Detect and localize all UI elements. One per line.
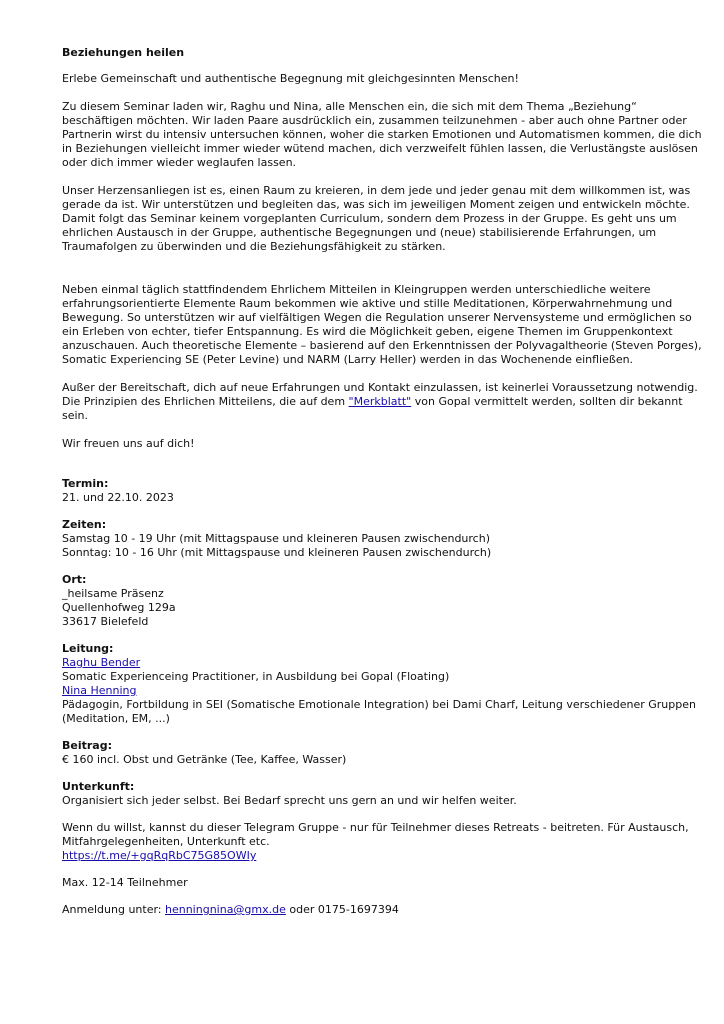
requirements-text-before: Außer der Bereitschaft, dich auf neue Erfahrungen und Kontakt einzulassen, ist keinerlei Voraussetzung notwendig. Die Prinzipien des Ehrlichen Mitteilens, die auf dem bbox=[62, 381, 698, 408]
leitung-section bbox=[62, 642, 702, 726]
registration-email-link[interactable]: henningnina@gmx.de bbox=[165, 903, 286, 916]
leiter2-description: Pädagogin, Fortbildung in SEI (Somatische Emotionale Integration) bei Dami Charf, Leitung verschiedener Gruppen (Meditation, EM, ...) bbox=[62, 698, 696, 725]
leiter1-link[interactable]: Raghu Bender bbox=[62, 656, 141, 669]
zeiten-sunday: Sonntag: 10 - 16 Uhr (mit Mittagspause und kleineren Pausen zwischendurch) bbox=[62, 546, 492, 559]
intro-text: Erlebe Gemeinschaft und authentische Begegnung mit gleichgesinnten Menschen! bbox=[62, 72, 519, 85]
document-page bbox=[62, 46, 702, 917]
termin-value: 21. und 22.10. 2023 bbox=[62, 491, 174, 504]
closing-text: Wir freuen uns auf dich! bbox=[62, 437, 195, 450]
merkblatt-link[interactable]: "Merkblatt" bbox=[348, 395, 412, 408]
unterkunft-section bbox=[62, 780, 702, 808]
requirements-text-after: von Gopal vermittelt werden, sollten dir bekannt sein. bbox=[62, 395, 683, 422]
telegram-text: Wenn du willst, kannst du dieser Telegram Gruppe - nur für Teilnehmer dieses Retreats - beitreten. Für Austausch, Mitfahrgelegenheiten, Unterkunft etc. bbox=[62, 821, 689, 848]
telegram-section bbox=[62, 821, 702, 863]
beitrag-value: € 160 incl. Obst und Getränke (Tee, Kaffee, Wasser) bbox=[62, 753, 347, 766]
paragraph-requirements bbox=[62, 381, 702, 423]
zeiten-section bbox=[62, 518, 702, 560]
paragraph-intention: Unser Herzensanliegen ist es, einen Raum zu kreieren, in dem jede und jeder genau mit dem willkommen ist, was gerade da ist. Wir unterstützen und begleiten das, was sich im jeweiligen Moment zeigen und entwickeln möchte. Damit folgt das Seminar keinem vorgeplanten Curriculum, sondern dem Prozess in der Gruppe. Es geht uns um ehrlichen Austausch in der Gruppe, authentische Begegnungen und (neue) stabilisierende Erfahrungen, um Traumafolgen zu überwinden und die Beziehungsfähigkeit zu stärken. bbox=[62, 184, 691, 253]
termin-label: Termin: bbox=[62, 477, 109, 490]
ort-name: _heilsame Präsenz bbox=[62, 587, 164, 600]
paragraph-elements: Neben einmal täglich stattfindendem Ehrlichem Mitteilen in Kleingruppen werden unterschiedliche weitere erfahrungsorientierte Elemente Raum bekommen wie aktive und stille Meditationen, Körperwahrnehmung und Bewegung. So unterstützen wir auf vielfältigen Wegen die Regulation unserer Nervensysteme und ermöglichen so ein Erleben von echter, tiefer Entspannung. Es wird die Möglichkeit geben, eigene Themen im Gruppenkontext anzuschauen. Auch theoretische Elemente – basierend auf den Erkenntnissen der Polyvagaltheorie (Steven Porges), Somatic Experiencing SE (Peter Levine) und NARM (Larry Heller) werden in das Wochenende einfließen. bbox=[62, 283, 702, 366]
registration-line bbox=[62, 903, 702, 917]
page-title: Beziehungen heilen bbox=[62, 46, 185, 59]
ort-label: Ort: bbox=[62, 573, 87, 586]
leitung-label: Leitung: bbox=[62, 642, 114, 655]
ort-street: Quellenhofweg 129a bbox=[62, 601, 176, 614]
registration-phone: oder 0175-1697394 bbox=[285, 903, 399, 916]
beitrag-label: Beitrag: bbox=[62, 739, 112, 752]
ort-section bbox=[62, 573, 702, 629]
zeiten-saturday: Samstag 10 - 19 Uhr (mit Mittagspause und kleineren Pausen zwischendurch) bbox=[62, 532, 490, 545]
unterkunft-value: Organisiert sich jeder selbst. Bei Bedarf sprecht uns gern an und wir helfen weiter. bbox=[62, 794, 517, 807]
leiter1-description: Somatic Experienceing Practitioner, in Ausbildung bei Gopal (Floating) bbox=[62, 670, 450, 683]
beitrag-section bbox=[62, 739, 702, 767]
zeiten-label: Zeiten: bbox=[62, 518, 107, 531]
max-participants: Max. 12-14 Teilnehmer bbox=[62, 876, 188, 889]
registration-prefix: Anmeldung unter: bbox=[62, 903, 165, 916]
leiter2-link[interactable]: Nina Henning bbox=[62, 684, 137, 697]
paragraph-invitation: Zu diesem Seminar laden wir, Raghu und Nina, alle Menschen ein, die sich mit dem Thema „Beziehung“ beschäftigen möchten. Wir laden Paare ausdrücklich ein, zusammen teilzunehmen - aber auch ohne Partner oder Partnerin wirst du intensiv untersuchen können, woher die starken Emotionen und Automatismen kommen, die dich in Beziehungen vielleicht immer wieder wütend machen, dich verzweifelt fühlen lassen, die Verlustängste auslösen oder dich immer wieder weglaufen lassen. bbox=[62, 100, 702, 169]
ort-city: 33617 Bielefeld bbox=[62, 615, 149, 628]
unterkunft-label: Unterkunft: bbox=[62, 780, 135, 793]
termin-section bbox=[62, 477, 702, 505]
telegram-link[interactable]: https://t.me/+gqRqRbC75G85OWIy bbox=[62, 849, 257, 862]
